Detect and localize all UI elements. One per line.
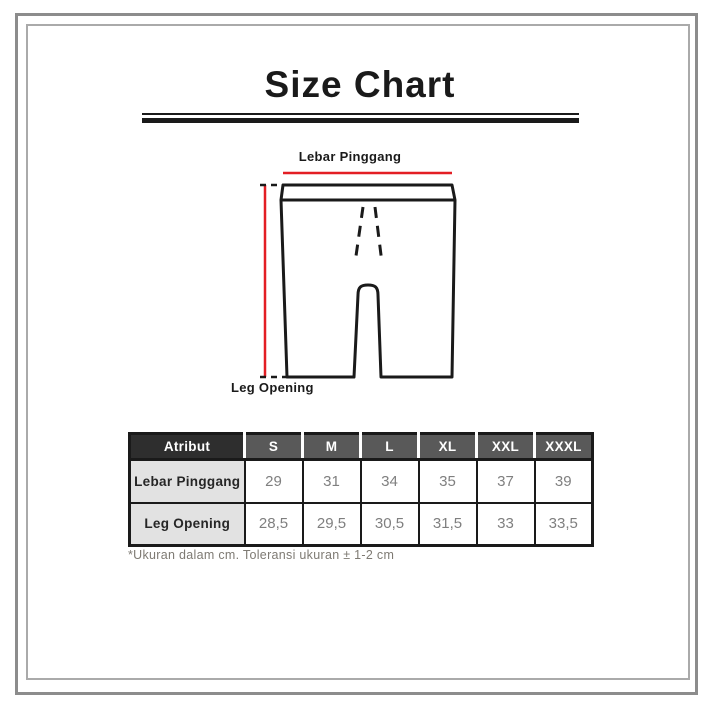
row-label-leg-opening: Leg Opening xyxy=(130,503,245,546)
waist-value-m: 31 xyxy=(303,460,361,503)
size-column-header-xl: XL xyxy=(419,434,477,460)
attribute-column-header: Atribut xyxy=(130,434,245,460)
leg-value-xl: 31,5 xyxy=(419,503,477,546)
title-underline-thin xyxy=(142,113,579,115)
leg-value-s: 28,5 xyxy=(245,503,303,546)
shorts-measurement-diagram xyxy=(225,145,475,400)
size-column-header-m: M xyxy=(303,434,361,460)
leg-opening-label: Leg Opening xyxy=(231,380,314,395)
leg-value-l: 30,5 xyxy=(361,503,419,546)
fly-seam-left xyxy=(355,207,363,263)
size-column-header-xxxl: XXXL xyxy=(535,434,593,460)
waist-value-s: 29 xyxy=(245,460,303,503)
size-table xyxy=(128,432,594,547)
leg-value-xxl: 33 xyxy=(477,503,535,546)
title-underline-thick xyxy=(142,118,579,123)
shorts-outline xyxy=(281,185,455,377)
table-row-waist-width xyxy=(130,460,593,503)
size-column-header-xxl: XXL xyxy=(477,434,535,460)
fly-seam-right xyxy=(375,207,382,263)
leg-value-m: 29,5 xyxy=(303,503,361,546)
waist-value-xxxl: 39 xyxy=(535,460,593,503)
size-table-header-row xyxy=(130,434,593,460)
waist-width-label: Lebar Pinggang xyxy=(298,149,402,164)
page-title: Size Chart xyxy=(264,64,456,105)
waist-value-xxl: 37 xyxy=(477,460,535,503)
size-column-header-l: L xyxy=(361,434,419,460)
row-label-lebar-pinggang: Lebar Pinggang xyxy=(130,460,245,503)
waist-value-xl: 35 xyxy=(419,460,477,503)
waist-value-l: 34 xyxy=(361,460,419,503)
shorts-drawing xyxy=(225,145,475,400)
measurement-footnote: *Ukuran dalam cm. Toleransi ukuran ± 1-2 cm xyxy=(128,548,395,562)
leg-value-xxxl: 33,5 xyxy=(535,503,593,546)
table-row-leg-opening xyxy=(130,503,593,546)
size-column-header-s: S xyxy=(245,434,303,460)
